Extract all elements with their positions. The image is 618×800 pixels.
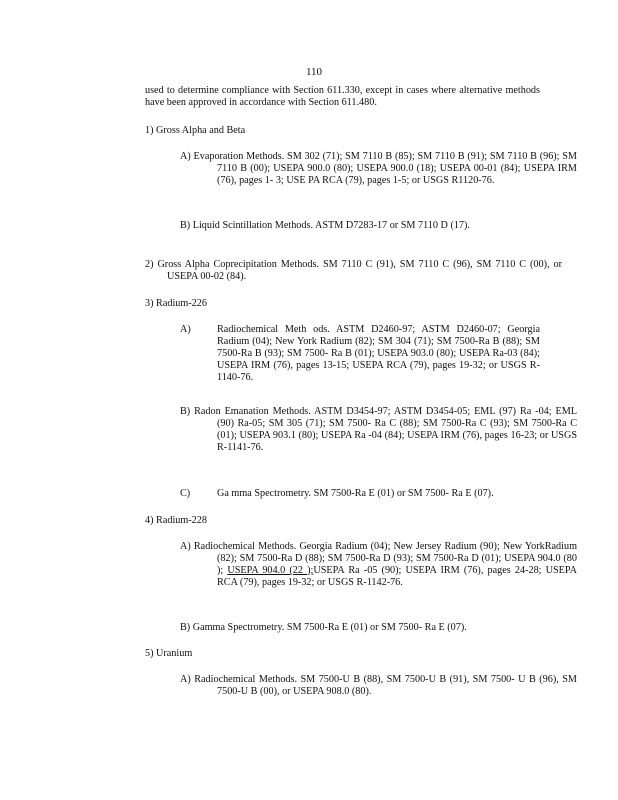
- item-text-start: A) Radiochemical Methods. Georgia Radium (04); New Jersey Radium (90); New YorkRadium (82); SM 7500-Ra D (88); SM 7500-Ra D (93); SM 7500-Ra D (01); USEPA 904.0 (80 );: [180, 541, 577, 576]
- item-text: Ga mma Spectrometry. SM 7500-Ra E (01) or SM 7500- Ra E (07).: [217, 488, 494, 499]
- section-5-item-a: A) Radiochemical Methods. SM 7500-U B (88), SM 7500-U B (91), SM 7500- U B (96), SM 7500-U B (00), or USEPA 908.0 (80).: [180, 674, 577, 697]
- item-text-end: USEPA Ra -05 (90); USEPA IRM (76), pages 24-28; USEPA RCA (79), pages 19-32; or USGS R-1142-76.: [217, 565, 577, 588]
- section-3-item-b: B) Radon Emanation Methods. ASTM D3454-97; ASTM D3454-05; EML (97) Ra -04; EML (90) Ra-05; SM 305 (71); SM 7500- Ra C (88); SM 7500-Ra C (93); SM 7500-Ra C (01); USEPA 903.1 (80); USEPA Ra -04 (84); USEPA IRM (76), pages 16-23; or USGS R-1141-76.: [180, 406, 577, 453]
- section-uranium-title: 5) Uranium: [145, 648, 193, 659]
- section-1-item-a: A) Evaporation Methods. SM 302 (71); SM 7110 B (85); SM 7110 B (91); SM 7110 B (96); SM 7110 B (00); USEPA 900.0 (80); USEPA 900.0 (18); USEPA 00-01 (84); USEPA IRM (76), pages 1- 3; USE PA RCA (79), pages 1-5; or USGS R1120-76.: [180, 151, 577, 186]
- item-text: Radiochemical Meth ods. ASTM D2460-97; ASTM D2460-07; Georgia Radium (04); New York Radium (82); SM 304 (71); SM 7500-Ra B (88); SM 7500-Ra B (93); SM 7500- Ra B (01); USEPA 903.0 (80); USEPA Ra-03 (84); USEPA IRM (76), pages 13-15; USEPA RCA (79), pages 19-32; or USGS R-1140-76.: [217, 324, 540, 383]
- item-label: C): [180, 488, 191, 499]
- section-3-item-c: [180, 488, 540, 500]
- section-1-item-b: B) Liquid Scintillation Methods. ASTM D7283-17 or SM 7110 D (17).: [180, 220, 470, 231]
- section-radium-226-title: 3) Radium-226: [145, 298, 207, 309]
- section-4-item-a: [180, 541, 577, 589]
- section-radium-228-title: 4) Radium-228: [145, 515, 207, 526]
- intro-paragraph: used to determine compliance with Section 611.330, except in cases where alternative methods have been approved in accordance with Section 611.480.: [145, 85, 540, 108]
- section-gross-alpha-beta-title: 1) Gross Alpha and Beta: [145, 125, 246, 136]
- item-label: A): [180, 324, 191, 335]
- section-3-item-a: [180, 324, 540, 384]
- section-gross-alpha-coprecipitation: 2) Gross Alpha Coprecipitation Methods. SM 7110 C (91), SM 7110 C (96), SM 7110 C (00), or USEPA 00-02 (84).: [145, 259, 562, 282]
- page-number: 110: [305, 66, 323, 78]
- section-4-item-b: B) Gamma Spectrometry. SM 7500-Ra E (01) or SM 7500- Ra E (07).: [180, 622, 467, 633]
- underlined-insertion: USEPA 904.0 (22 );: [227, 565, 314, 576]
